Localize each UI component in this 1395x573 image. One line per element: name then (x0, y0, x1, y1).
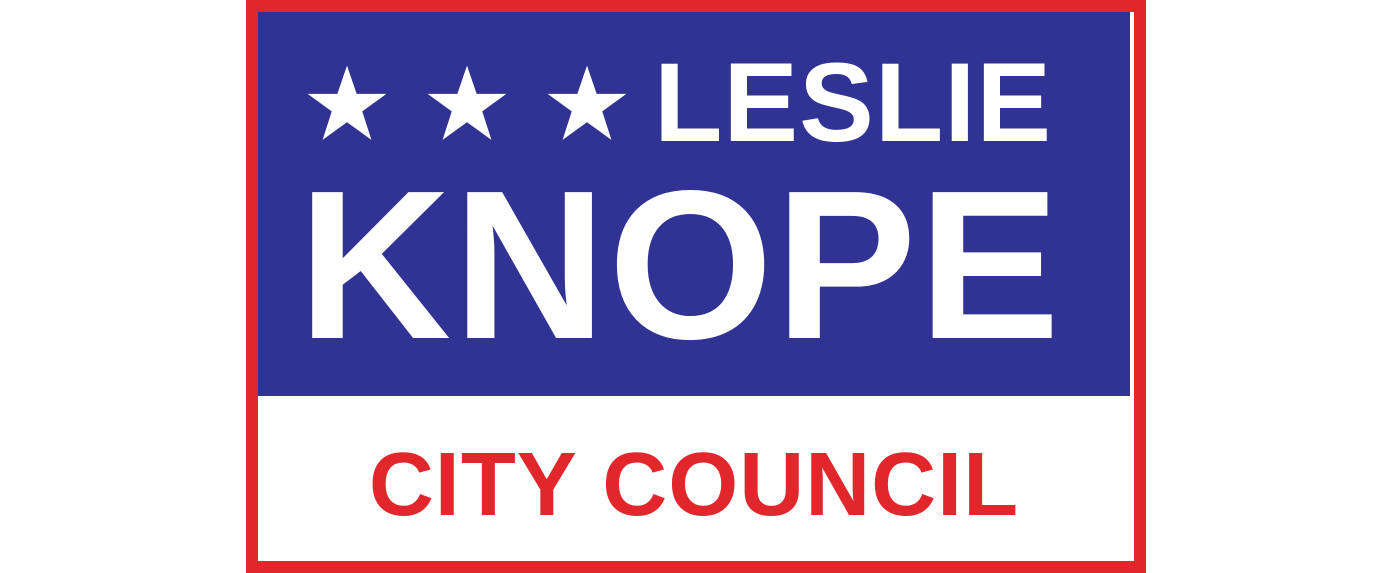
star-icon (546, 64, 628, 146)
stars-group (306, 64, 636, 154)
last-name: KNOPE (298, 146, 1062, 383)
first-name: LESLIE (654, 40, 1053, 165)
star-icon (306, 64, 388, 146)
office-title: CITY COUNCIL (368, 435, 1020, 535)
campaign-sign (246, 0, 1146, 573)
star-icon (426, 64, 508, 146)
blue-name-panel (258, 12, 1130, 396)
